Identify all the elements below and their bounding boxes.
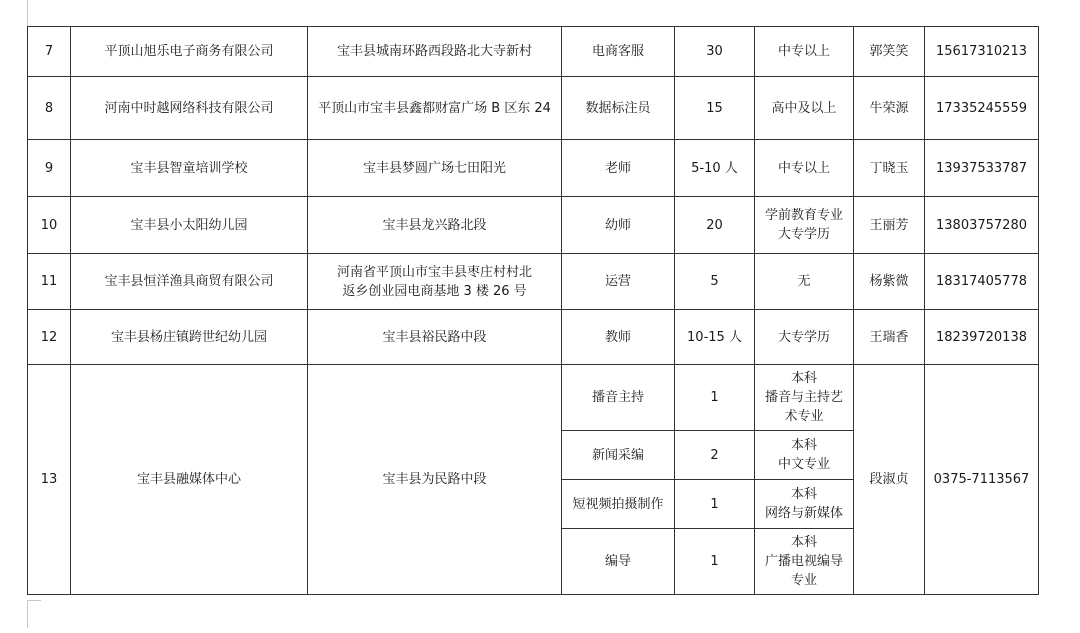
table-row: [28, 197, 1039, 254]
contact-person: 郭笑笑: [854, 27, 925, 77]
row-number: 11: [28, 254, 71, 310]
hire-count: 2: [675, 431, 755, 480]
contact-person: 王丽芳: [854, 197, 925, 254]
page-corner-mark-bottom-h: [27, 600, 41, 601]
job-requirement: [755, 529, 854, 595]
job-requirement: 高中及以上: [755, 77, 854, 140]
contact-person: 段淑贞: [854, 365, 925, 595]
requirement-line: 专业: [790, 573, 817, 588]
job-position: 短视频拍摄制作: [562, 480, 675, 529]
contact-phone: 18239720138: [925, 310, 1039, 365]
requirement-line: 本科: [790, 487, 817, 502]
company-address: 宝丰县城南环路西段路北大寺新村: [308, 27, 562, 77]
company-name: 宝丰县杨庄镇跨世纪幼儿园: [71, 310, 308, 365]
company-name: 河南中时越网络科技有限公司: [71, 77, 308, 140]
row-number: 8: [28, 77, 71, 140]
job-requirement: [755, 197, 854, 254]
contact-phone: 17335245559: [925, 77, 1039, 140]
job-position: 数据标注员: [562, 77, 675, 140]
requirement-line: 中文专业: [777, 457, 830, 472]
hire-count: 20: [675, 197, 755, 254]
contact-person: 牛荣源: [854, 77, 925, 140]
hire-count: 1: [675, 365, 755, 431]
contact-person: 王瑞香: [854, 310, 925, 365]
company-name: 平顶山旭乐电子商务有限公司: [71, 27, 308, 77]
job-requirement: 中专以上: [755, 27, 854, 77]
job-position: 幼师: [562, 197, 675, 254]
requirement-line: 播音与主持艺: [764, 390, 843, 405]
requirement-line: 学前教育专业: [764, 208, 843, 223]
company-name: 宝丰县智童培训学校: [71, 140, 308, 197]
job-requirement: [755, 365, 854, 431]
row-number: 12: [28, 310, 71, 365]
address-line: 河南省平顶山市宝丰县枣庄村村北: [336, 264, 532, 280]
job-position: 编导: [562, 529, 675, 595]
hire-count: 15: [675, 77, 755, 140]
hire-count: 5: [675, 254, 755, 310]
job-position: 教师: [562, 310, 675, 365]
company-name: 宝丰县小太阳幼儿园: [71, 197, 308, 254]
table-row: [28, 77, 1039, 140]
company-address: 宝丰县龙兴路北段: [308, 197, 562, 254]
job-requirement: 大专学历: [755, 310, 854, 365]
job-position: 运营: [562, 254, 675, 310]
row-number: 7: [28, 27, 71, 77]
address-line: 返乡创业园电商基地 3 楼 26 号: [342, 283, 527, 299]
job-requirement: 中专以上: [755, 140, 854, 197]
requirement-line: 本科: [790, 371, 817, 386]
hire-count: 30: [675, 27, 755, 77]
contact-phone: 0375-7113567: [925, 365, 1039, 595]
company-name: 宝丰县融媒体中心: [71, 365, 308, 595]
requirement-line: 网络与新媒体: [764, 506, 843, 521]
contact-person: 丁晓玉: [854, 140, 925, 197]
job-position: 电商客服: [562, 27, 675, 77]
hire-count: 5-10 人: [675, 140, 755, 197]
hire-count: 1: [675, 529, 755, 595]
page-corner-mark-top: [27, 0, 28, 26]
job-requirement: [755, 431, 854, 480]
requirement-line: 本科: [790, 535, 817, 550]
company-address: [308, 254, 562, 310]
hire-count: 10-15 人: [675, 310, 755, 365]
recruitment-table: [27, 26, 1039, 595]
contact-phone: 13937533787: [925, 140, 1039, 197]
contact-person: 杨紫微: [854, 254, 925, 310]
company-address: 平顶山市宝丰县鑫都财富广场 B 区东 24: [308, 77, 562, 140]
table-row: [28, 254, 1039, 310]
job-position: 新闻采编: [562, 431, 675, 480]
company-address: 宝丰县裕民路中段: [308, 310, 562, 365]
contact-phone: 13803757280: [925, 197, 1039, 254]
contact-phone: 18317405778: [925, 254, 1039, 310]
job-requirement: 无: [755, 254, 854, 310]
requirement-line: 术专业: [784, 409, 824, 424]
requirement-line: 本科: [790, 438, 817, 453]
row-number: 13: [28, 365, 71, 595]
hire-count: 1: [675, 480, 755, 529]
company-address: 宝丰县梦圆广场七田阳光: [308, 140, 562, 197]
job-requirement: [755, 480, 854, 529]
company-name: 宝丰县恒洋渔具商贸有限公司: [71, 254, 308, 310]
page-corner-mark-bottom: [27, 600, 28, 628]
requirement-line: 广播电视编导: [764, 554, 843, 569]
row-number: 9: [28, 140, 71, 197]
job-position: 老师: [562, 140, 675, 197]
table-row: [28, 27, 1039, 77]
table-row: [28, 365, 1039, 431]
row-number: 10: [28, 197, 71, 254]
table-row: [28, 140, 1039, 197]
table-row: [28, 310, 1039, 365]
company-address: 宝丰县为民路中段: [308, 365, 562, 595]
contact-phone: 15617310213: [925, 27, 1039, 77]
requirement-line: 大专学历: [777, 227, 830, 242]
job-position: 播音主持: [562, 365, 675, 431]
